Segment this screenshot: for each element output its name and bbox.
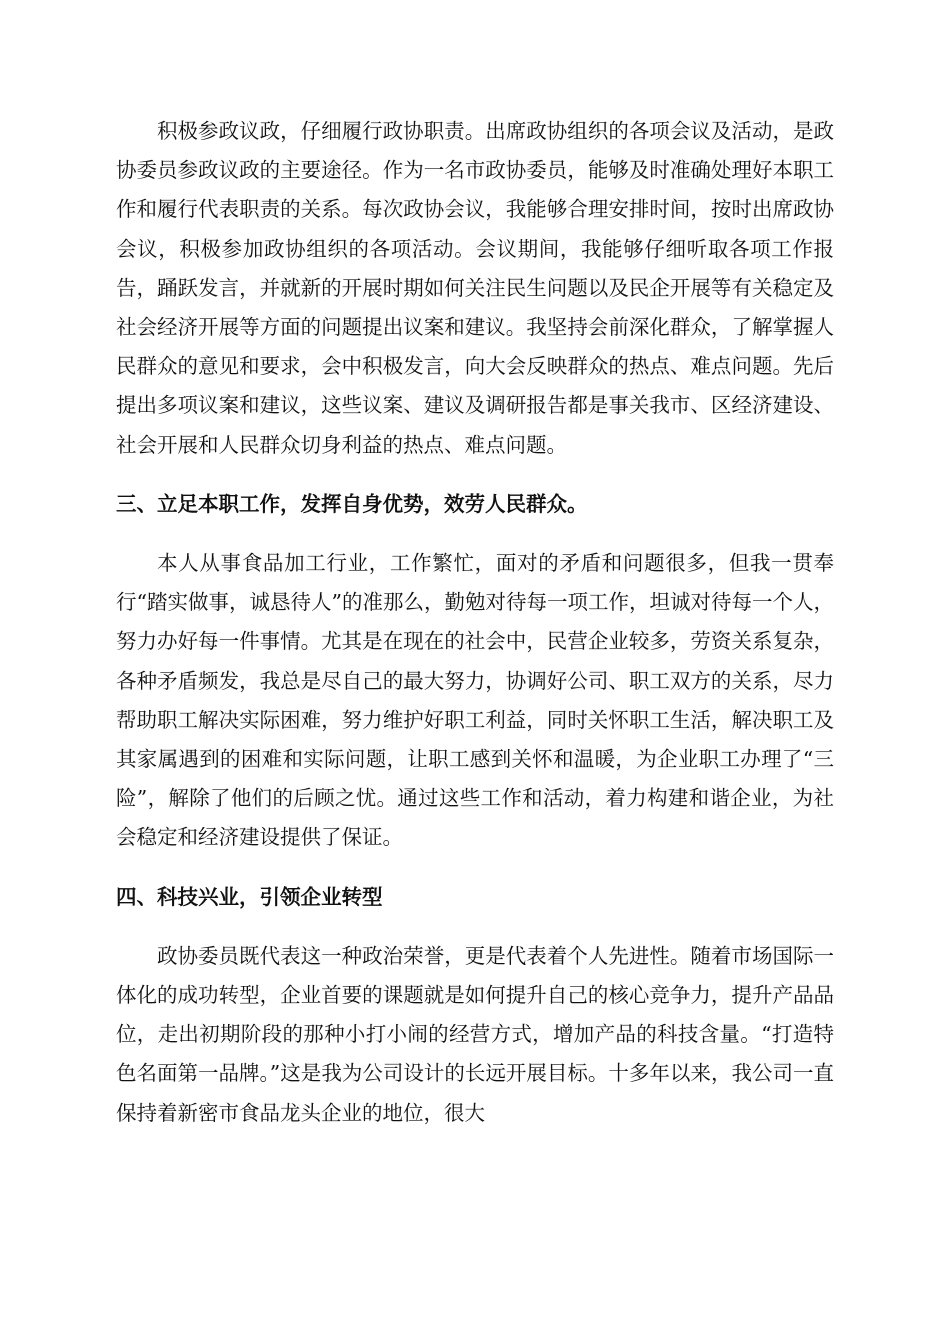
- document-body: [116, 112, 834, 1133]
- body-paragraph: 本人从事食品加工行业，工作繁忙，面对的矛盾和问题很多，但我一贯奉行“踏实做事，诚恳待人”的准那么，勤勉对待每一项工作，坦诚对待每一个人，努力办好每一件事情。尤其是在现在的社会中，民营企业较多，劳资关系复杂，各种矛盾频发，我总是尽自己的最大努力，协调好公司、职工双方的关系，尽力帮助职工解决实际困难，努力维护好职工利益，同时关怀职工生活，解决职工及其家属遇到的困难和实际问题，让职工感到关怀和温暖，为企业职工办理了“三险”，解除了他们的后顾之忧。通过这些工作和活动，着力构建和谐企业，为社会稳定和经济建设提供了保证。: [116, 551, 834, 850]
- body-paragraph: 政协委员既代表这一种政治荣誉，更是代表着个人先进性。随着市场国际一体化的成功转型，企业首要的课题就是如何提升自己的核心竞争力，提升产品品位，走出初期阶段的那种小打小闹的经营方式，增加产品的科技含量。“打造特色名面第一品牌。”这是我为公司设计的长远开展目标。十多年以来，我公司一直保持着新密市食品龙头企业的地位，很大: [116, 943, 834, 1125]
- section-heading: 三、立足本职工作，发挥自身优势，效劳人民群众。: [116, 491, 588, 516]
- body-paragraph: 积极参政议政，仔细履行政协职责。出席政协组织的各项会议及活动，是政协委员参政议政的主要途径。作为一名市政协委员，能够及时准确处理好本职工作和履行代表职责的关系。每次政协会议，我能够合理安排时间，按时出席政协会议，积极参加政协组织的各项活动。会议期间，我能够仔细听取各项工作报告，踊跃发言，并就新的开展时期如何关注民生问题以及民企开展等有关稳定及社会经济开展等方面的问题提出议案和建议。我坚持会前深化群众，了解掌握人民群众的意见和要求，会中积极发言，向大会反映群众的热点、难点问题。先后提出多项议案和建议，这些议案、建议及调研报告都是事关我市、区经济建设、社会开展和人民群众切身利益的热点、难点问题。: [116, 119, 834, 457]
- section-heading: 四、科技兴业，引领企业转型: [116, 884, 383, 909]
